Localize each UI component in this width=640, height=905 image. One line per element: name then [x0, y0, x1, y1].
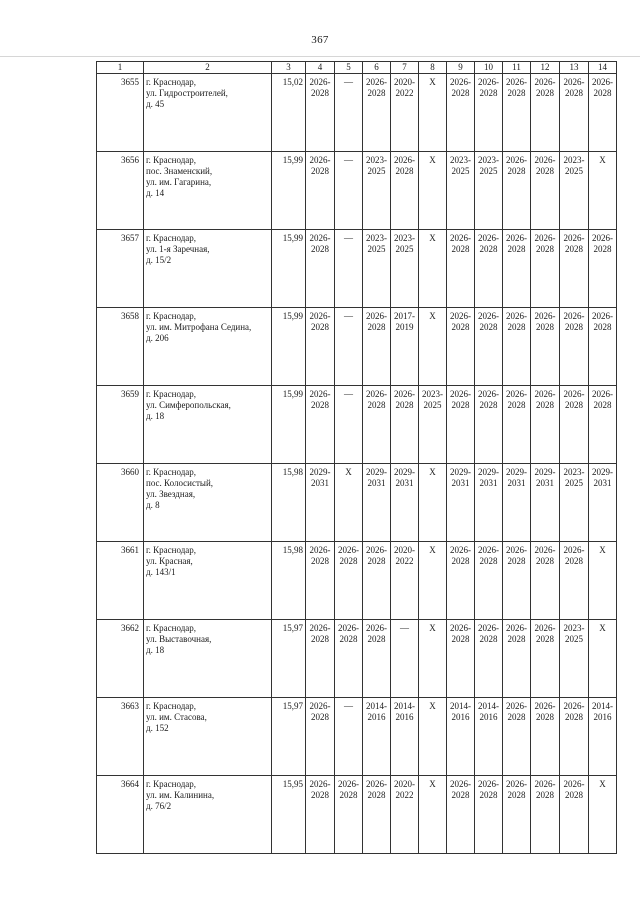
period-cell: 2026- 2028	[589, 230, 617, 308]
period-cell: 2014- 2016	[475, 698, 503, 776]
period-cell: 2026- 2028	[560, 74, 589, 152]
table-row	[97, 776, 617, 854]
period-cell: 2026- 2028	[531, 698, 560, 776]
address-line: ул. Красная,	[146, 556, 193, 566]
column-header: 4	[306, 62, 335, 74]
row-number: 3655	[97, 74, 144, 152]
period-cell: 2026- 2028	[447, 74, 475, 152]
period-cell: 2026- 2028	[475, 776, 503, 854]
column-header: 6	[363, 62, 391, 74]
period-cell: —	[335, 152, 363, 230]
period-cell: 2026- 2028	[503, 698, 531, 776]
table-row	[97, 620, 617, 698]
period-cell: 2026- 2028	[447, 776, 475, 854]
period-cell: 2029- 2031	[475, 464, 503, 542]
period-cell: 2026- 2028	[531, 542, 560, 620]
period-cell: 2029- 2031	[363, 464, 391, 542]
period-cell: 2026- 2028	[306, 698, 335, 776]
period-cell: 2026- 2028	[306, 74, 335, 152]
column-header: 5	[335, 62, 363, 74]
address-line: г. Краснодар,	[146, 77, 197, 87]
period-cell: 2026- 2028	[306, 308, 335, 386]
period-cell: 2026- 2028	[503, 542, 531, 620]
header-rule	[0, 56, 640, 57]
period-cell: —	[335, 698, 363, 776]
period-cell: X	[589, 542, 617, 620]
column-header: 9	[447, 62, 475, 74]
period-cell: 2026- 2028	[531, 230, 560, 308]
address-cell	[144, 386, 272, 464]
area-cell: 15,98	[272, 464, 306, 542]
period-cell: 2023- 2025	[363, 230, 391, 308]
address-cell	[144, 620, 272, 698]
period-cell: 2026- 2028	[503, 386, 531, 464]
period-cell: X	[589, 620, 617, 698]
period-cell: 2026- 2028	[363, 308, 391, 386]
period-cell: 2026- 2028	[589, 386, 617, 464]
period-cell: 2026- 2028	[503, 308, 531, 386]
period-cell: 2026- 2028	[306, 386, 335, 464]
period-cell: 2029- 2031	[447, 464, 475, 542]
period-cell: 2026- 2028	[306, 620, 335, 698]
period-cell: 2026- 2028	[560, 230, 589, 308]
period-cell: —	[335, 74, 363, 152]
address-line: ул. Симферопольская,	[146, 400, 231, 410]
address-cell	[144, 542, 272, 620]
period-cell: 2026- 2028	[531, 152, 560, 230]
period-cell: 2026- 2028	[335, 542, 363, 620]
period-cell: X	[419, 620, 447, 698]
period-cell: X	[419, 230, 447, 308]
period-cell: X	[589, 152, 617, 230]
period-cell: 2014- 2016	[589, 698, 617, 776]
period-cell: 2023- 2025	[447, 152, 475, 230]
period-cell: 2026- 2028	[560, 308, 589, 386]
period-cell: 2026- 2028	[363, 776, 391, 854]
period-cell: 2020- 2022	[391, 776, 419, 854]
period-cell: 2026- 2028	[447, 620, 475, 698]
period-cell: 2026- 2028	[531, 776, 560, 854]
period-cell: 2026- 2028	[503, 152, 531, 230]
period-cell: 2026- 2028	[560, 386, 589, 464]
row-number: 3663	[97, 698, 144, 776]
address-cell	[144, 698, 272, 776]
address-line: ул. им. Калинина,	[146, 790, 215, 800]
period-cell: 2026- 2028	[560, 542, 589, 620]
period-cell: 2023- 2025	[560, 152, 589, 230]
row-number: 3660	[97, 464, 144, 542]
period-cell: 2026- 2028	[475, 74, 503, 152]
address-line: пос. Колосистый,	[146, 478, 214, 488]
column-header: 13	[560, 62, 589, 74]
period-cell: 2023- 2025	[560, 464, 589, 542]
address-line: ул. им. Митрофана Седина,	[146, 322, 252, 332]
period-cell: 2026- 2028	[306, 230, 335, 308]
period-cell: 2026- 2028	[306, 152, 335, 230]
address-line: ул. 1-я Заречная,	[146, 244, 210, 254]
row-number: 3662	[97, 620, 144, 698]
address-line: г. Краснодар,	[146, 155, 197, 165]
address-line: ул. им. Гагарина,	[146, 177, 212, 187]
column-header: 11	[503, 62, 531, 74]
row-number: 3657	[97, 230, 144, 308]
period-cell: X	[419, 776, 447, 854]
period-cell: X	[419, 542, 447, 620]
address-cell	[144, 776, 272, 854]
address-line: ул. Звездная,	[146, 489, 196, 499]
address-line: д. 45	[146, 99, 165, 109]
period-cell: 2023- 2025	[475, 152, 503, 230]
period-cell: 2026- 2028	[335, 620, 363, 698]
period-cell: X	[419, 464, 447, 542]
area-cell: 15,99	[272, 152, 306, 230]
period-cell: 2026- 2028	[447, 230, 475, 308]
address-line: д. 14	[146, 188, 165, 198]
period-cell: 2020- 2022	[391, 74, 419, 152]
row-number: 3658	[97, 308, 144, 386]
address-line: г. Краснодар,	[146, 389, 197, 399]
period-cell: 2026- 2028	[335, 776, 363, 854]
address-line: д. 18	[146, 645, 165, 655]
area-cell: 15,98	[272, 542, 306, 620]
data-table	[96, 61, 617, 854]
header-row	[97, 62, 617, 74]
area-cell: 15,97	[272, 698, 306, 776]
period-cell: 2023- 2025	[391, 230, 419, 308]
area-cell: 15,02	[272, 74, 306, 152]
row-number: 3661	[97, 542, 144, 620]
period-cell: 2026- 2028	[363, 74, 391, 152]
period-cell: 2026- 2028	[306, 776, 335, 854]
period-cell: 2026- 2028	[503, 776, 531, 854]
period-cell: 2026- 2028	[531, 308, 560, 386]
period-cell: 2014- 2016	[447, 698, 475, 776]
period-cell: 2014- 2016	[363, 698, 391, 776]
table-row	[97, 464, 617, 542]
period-cell: X	[419, 74, 447, 152]
address-cell	[144, 308, 272, 386]
period-cell: 2026- 2028	[475, 542, 503, 620]
period-cell: 2026- 2028	[363, 386, 391, 464]
period-cell: 2026- 2028	[560, 776, 589, 854]
period-cell: X	[419, 152, 447, 230]
period-cell: 2026- 2028	[475, 308, 503, 386]
period-cell: 2023- 2025	[419, 386, 447, 464]
table-row	[97, 308, 617, 386]
address-cell	[144, 464, 272, 542]
address-line: г. Краснодар,	[146, 467, 197, 477]
period-cell: 2026- 2028	[363, 620, 391, 698]
address-line: д. 152	[146, 723, 169, 733]
address-line: д. 206	[146, 333, 169, 343]
period-cell: X	[589, 776, 617, 854]
area-cell: 15,99	[272, 308, 306, 386]
period-cell: 2026- 2028	[531, 74, 560, 152]
period-cell: 2017- 2019	[391, 308, 419, 386]
address-line: ул. Гидростроителей,	[146, 88, 228, 98]
period-cell: 2029- 2031	[391, 464, 419, 542]
period-cell: 2026- 2028	[447, 308, 475, 386]
column-header: 12	[531, 62, 560, 74]
column-header: 1	[97, 62, 144, 74]
period-cell: 2026- 2028	[447, 542, 475, 620]
period-cell: 2026- 2028	[306, 542, 335, 620]
period-cell: 2026- 2028	[503, 230, 531, 308]
row-number: 3656	[97, 152, 144, 230]
table-body	[97, 74, 617, 854]
period-cell: 2023- 2025	[363, 152, 391, 230]
period-cell: 2026- 2028	[475, 386, 503, 464]
period-cell: 2026- 2028	[475, 230, 503, 308]
period-cell: 2026- 2028	[589, 308, 617, 386]
period-cell: X	[419, 698, 447, 776]
address-line: ул. Выставочная,	[146, 634, 212, 644]
period-cell: —	[391, 620, 419, 698]
address-line: д. 15/2	[146, 255, 172, 265]
period-cell: 2029- 2031	[306, 464, 335, 542]
period-cell: 2029- 2031	[503, 464, 531, 542]
period-cell: 2026- 2028	[391, 386, 419, 464]
table-row	[97, 386, 617, 464]
address-line: ул. им. Стасова,	[146, 712, 207, 722]
address-line: г. Краснодар,	[146, 233, 197, 243]
period-cell: X	[335, 464, 363, 542]
address-cell	[144, 152, 272, 230]
address-line: д. 143/1	[146, 567, 176, 577]
period-cell: 2026- 2028	[560, 698, 589, 776]
address-line: д. 76/2	[146, 801, 172, 811]
period-cell: 2029- 2031	[589, 464, 617, 542]
address-cell	[144, 230, 272, 308]
table-row	[97, 542, 617, 620]
row-number: 3659	[97, 386, 144, 464]
address-line: д. 8	[146, 500, 160, 510]
column-header: 8	[419, 62, 447, 74]
period-cell: 2014- 2016	[391, 698, 419, 776]
period-cell: 2026- 2028	[589, 74, 617, 152]
period-cell: 2026- 2028	[363, 542, 391, 620]
period-cell: X	[419, 308, 447, 386]
table-row	[97, 230, 617, 308]
period-cell: 2026- 2028	[475, 620, 503, 698]
period-cell: 2026- 2028	[447, 386, 475, 464]
table-row	[97, 698, 617, 776]
period-cell: —	[335, 230, 363, 308]
period-cell: 2023- 2025	[560, 620, 589, 698]
area-cell: 15,95	[272, 776, 306, 854]
column-header: 2	[144, 62, 272, 74]
area-cell: 15,97	[272, 620, 306, 698]
address-line: д. 18	[146, 411, 165, 421]
row-number: 3664	[97, 776, 144, 854]
column-header: 3	[272, 62, 306, 74]
column-header: 7	[391, 62, 419, 74]
period-cell: —	[335, 386, 363, 464]
period-cell: —	[335, 308, 363, 386]
area-cell: 15,99	[272, 230, 306, 308]
period-cell: 2026- 2028	[531, 386, 560, 464]
period-cell: 2026- 2028	[503, 620, 531, 698]
period-cell: 2020- 2022	[391, 542, 419, 620]
address-line: г. Краснодар,	[146, 779, 197, 789]
address-line: г. Краснодар,	[146, 623, 197, 633]
period-cell: 2029- 2031	[531, 464, 560, 542]
table-row	[97, 152, 617, 230]
page-number: 367	[311, 34, 329, 46]
address-line: г. Краснодар,	[146, 311, 197, 321]
column-header: 10	[475, 62, 503, 74]
table-row	[97, 74, 617, 152]
period-cell: 2026- 2028	[531, 620, 560, 698]
area-cell: 15,99	[272, 386, 306, 464]
column-header: 14	[589, 62, 617, 74]
address-line: пос. Знаменский,	[146, 166, 213, 176]
address-line: г. Краснодар,	[146, 545, 197, 555]
period-cell: 2026- 2028	[391, 152, 419, 230]
address-line: г. Краснодар,	[146, 701, 197, 711]
period-cell: 2026- 2028	[503, 74, 531, 152]
address-cell	[144, 74, 272, 152]
